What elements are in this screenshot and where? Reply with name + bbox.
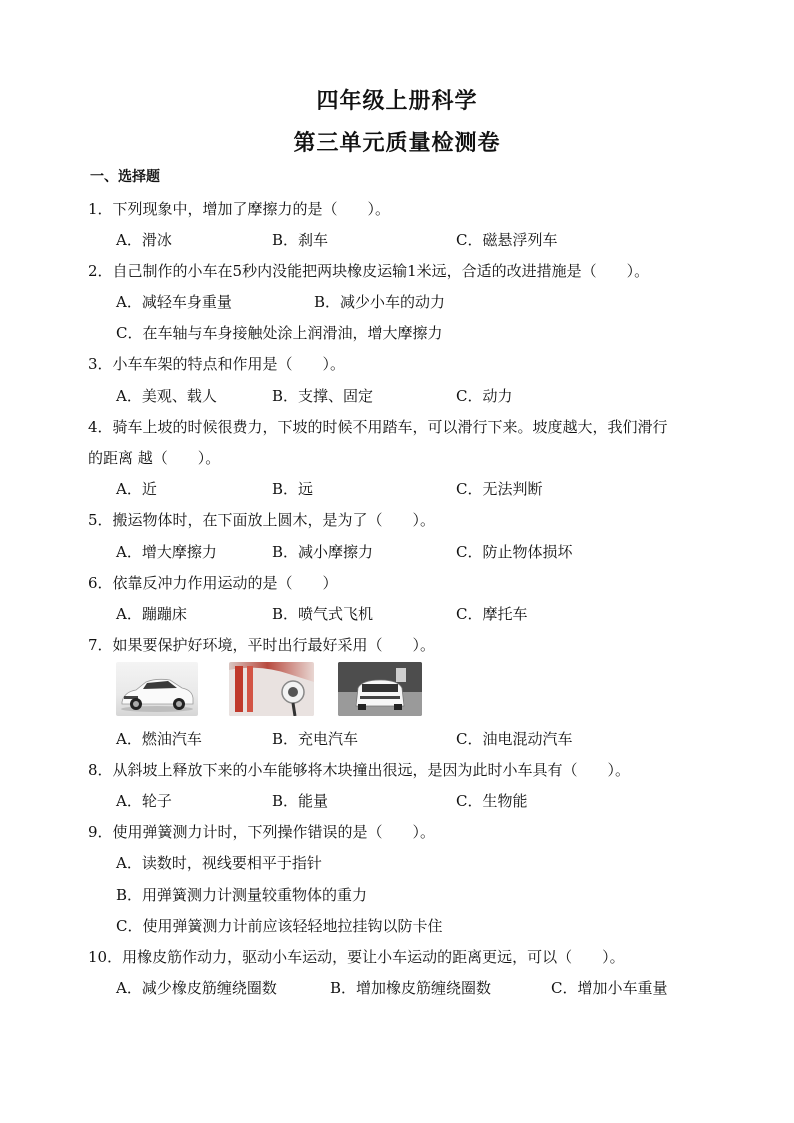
question-2: 2．自己制作的小车在5秒内没能把两块橡皮运输1米远，合适的改进措施是（ ）。 xyxy=(88,262,650,280)
question-9: 9．使用弹簧测力计时，下列操作错误的是（ ）。 xyxy=(88,823,436,841)
q5-option-a: A．增大摩擦力 xyxy=(116,543,217,561)
car-photo-hybrid xyxy=(338,662,422,716)
q4-option-c: C．无法判断 xyxy=(456,480,543,498)
car-photo-charging xyxy=(229,662,314,716)
q5-option-c: C．防止物体损坏 xyxy=(456,543,573,561)
q8-option-b: B．能量 xyxy=(272,792,329,810)
question-5: 5．搬运物体时，在下面放上圆木，是为了（ ）。 xyxy=(88,511,436,529)
charging-plug-icon xyxy=(229,662,314,716)
q3-option-c: C．动力 xyxy=(456,387,513,405)
q1-option-c: C．磁悬浮列车 xyxy=(456,231,558,249)
q9-option-b: B．用弹簧测力计测量较重物体的重力 xyxy=(116,886,368,904)
page-subtitle: 第三单元质量检测卷 xyxy=(293,131,501,156)
q8-option-c: C．生物能 xyxy=(456,792,528,810)
q1-option-b: B．刹车 xyxy=(272,231,329,249)
q6-option-c: C．摩托车 xyxy=(456,605,528,623)
q6-option-b: B．喷气式飞机 xyxy=(272,605,374,623)
question-8: 8．从斜坡上释放下来的小车能够将木块撞出很远，是因为此时小车具有（ ）。 xyxy=(88,761,631,779)
q4-option-a: A．近 xyxy=(116,480,157,498)
sedan-car-icon xyxy=(116,662,198,716)
question-3: 3．小车车架的特点和作用是（ ）。 xyxy=(88,355,346,373)
q9-option-a: A．读数时，视线要相平于指针 xyxy=(116,854,322,872)
page-title: 四年级上册科学 xyxy=(316,89,478,114)
q6-option-a: A．蹦蹦床 xyxy=(116,605,187,623)
question-4-continued: 的距离 越（ ）。 xyxy=(88,449,221,467)
car-photo-sedan xyxy=(116,662,198,716)
hybrid-suv-icon xyxy=(338,662,422,716)
q3-option-b: B．支撑、固定 xyxy=(272,387,374,405)
question-7: 7．如果要保护好环境，平时出行最好采用（ ）。 xyxy=(88,636,436,654)
question-6: 6．依靠反冲力作用运动的是（ ） xyxy=(88,574,338,592)
q2-option-a: A．减轻车身重量 xyxy=(116,293,232,311)
q10-option-b: B．增加橡皮筋缠绕圈数 xyxy=(330,979,492,997)
q9-option-c: C．使用弹簧测力计前应该轻轻地拉挂钩以防卡住 xyxy=(116,917,443,935)
q7-option-b: B．充电汽车 xyxy=(272,730,359,748)
q10-option-c: C．增加小车重量 xyxy=(551,979,668,997)
section-heading: 一、选择题 xyxy=(90,169,160,185)
question-4: 4．骑车上坡的时候很费力，下坡的时候不用踏车，可以滑行下来。坡度越大，我们滑行 xyxy=(88,418,668,436)
q1-option-a: A．滑冰 xyxy=(116,231,172,249)
q8-option-a: A．轮子 xyxy=(116,792,172,810)
q2-option-b: B．减少小车的动力 xyxy=(314,293,446,311)
q3-option-a: A．美观、载人 xyxy=(116,387,217,405)
q10-option-a: A．减少橡皮筋缠绕圈数 xyxy=(116,979,277,997)
q4-option-b: B．远 xyxy=(272,480,314,498)
q7-option-a: A．燃油汽车 xyxy=(116,730,202,748)
q5-option-b: B．减小摩擦力 xyxy=(272,543,374,561)
q2-option-c: C．在车轴与车身接触处涂上润滑油，增大摩擦力 xyxy=(116,324,443,342)
question-1: 1．下列现象中，增加了摩擦力的是（ ）。 xyxy=(88,200,391,218)
q7-option-c: C．油电混动汽车 xyxy=(456,730,573,748)
question-10: 10．用橡皮筋作动力，驱动小车运动，要让小车运动的距离更远，可以（ ）。 xyxy=(88,948,625,966)
